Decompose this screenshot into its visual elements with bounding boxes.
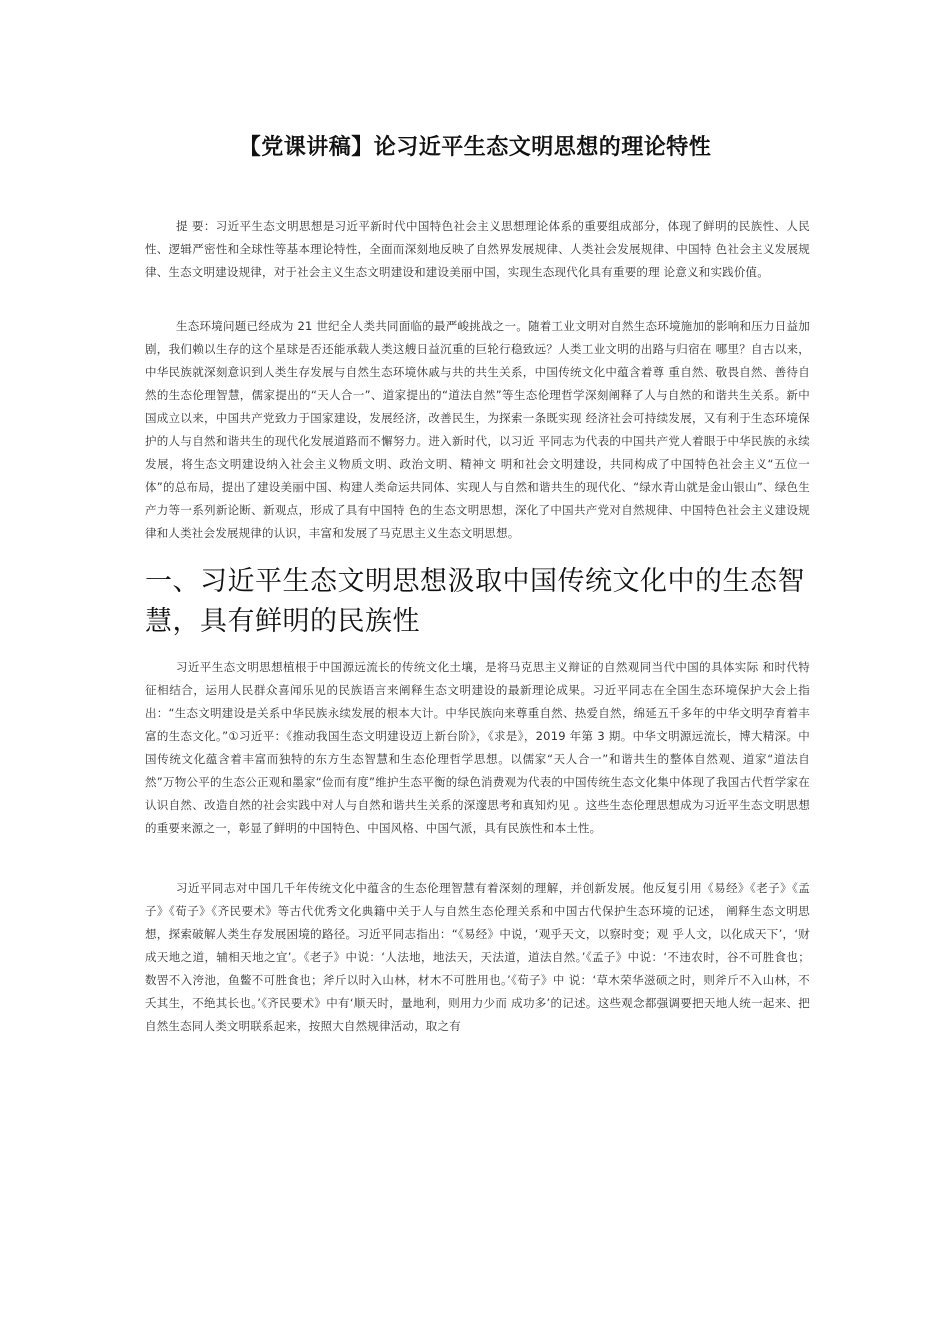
- document-title: 【党课讲稿】论习近平生态文明思想的理论特性: [238, 135, 712, 160]
- intro-paragraph: 生态环境问题已经成为 21 世纪全人类共同面临的最严峻挑战之一。随着工业文明对自然生态环境施加的影响和压力日益加剧，我们赖以生存的这个星球是否还能承载人类这艘日益沉重的巨轮行稳致远？人类工业文明的出路与归宿在 哪里？自古以来，中华民族就深刻意识到人类生存发展与自然生态环境休戚与共的共生关系，中国传统文化中蕴含着尊 重自然、敬畏自然、善待自然的生态伦理智慧，儒家提出的“天人合一”、道家提出的“道法自然”等生态伦理哲学深刻阐释了人与自然的和谐共生关系。新中国成立以来，中国共产党致力于国家建设，发展经济，改善民生，为探索一条既实现 经济社会可持续发展，又有利于生态环境保护的人与自然和谐共生的现代化发展道路而不懈努力。进入新时代，以习近 平同志为代表的中国共产党人着眼于中华民族的永续发展，将生态文明建设纳入社会主义物质文明、政治文明、精神文 明和社会文明建设，共同构成了中国特色社会主义“五位一体”的总布局，提出了建设美丽中国、构建人类命运共同体、实现人与自然和谐共生的现代化、“绿水青山就是金山银山”、绿色生产力等一系列新论断、新观点，形成了具有中国特 色的生态文明思想，深化了中国共产党对自然规律、中国特色社会主义建设规律和人类社会发展规律的认识，丰富和发展了马克思主义生态文明思想。: [145, 319, 810, 540]
- abstract-paragraph: 提 要：习近平生态文明思想是习近平新时代中国特色社会主义思想理论体系的重要组成部分，体现了鲜明的民族性、人民性、逻辑严密性和全球性等基本理论特性，全面而深刻地反映了自然界发展规律、人类社会发展规律、中国特 色社会主义发展规律、生态文明建设规律，对于社会主义生态文明建设和建设美丽中国，实现生态现代化具有重要的理 论意义和实践价值。: [145, 219, 810, 279]
- section-paragraph: 习近平生态文明思想植根于中国源远流长的传统文化土壤，是将马克思主义辩证的自然观同当代中国的具体实际 和时代特征相结合，运用人民群众喜闻乐见的民族语言来阐释生态文明建设的最新理论成果。习近平同志在全国生态环境保护大会上指出：“生态文明建设是关系中华民族永续发展的根本大计。中华民族向来尊重自然、热爱自然，绵延五千多年的中华文明孕育着丰富的生态文化。”①习近平：《推动我国生态文明建设迈上新台阶》，《求是》，2019 年第 3 期。中华文明源远流长，博大精深。中国传统文化蕴含着丰富而独特的东方生态智慧和生态伦理哲学思想。以儒家“天人合一”和谐共生的整体自然观、道家“道法自然”万物公平的生态公正观和墨家“俭而有度”维护生态平衡的绿色消费观为代表的中国传统生态文化集中体现了我国古代哲学家在认识自然、改造自然的社会实践中对人与自然和谐共生关系的深邃思考和真知灼见 。这些生态伦理思想成为习近平生态文明思想的重要来源之一，彰显了鲜明的中国特色、中国风格、中国气派，具有民族性和本土性。: [145, 660, 810, 835]
- section-paragraph: 习近平同志对中国几千年传统文化中蕴含的生态伦理智慧有着深刻的理解，并创新发展。他反复引用《易经》《老子》《孟子》《荀子》《齐民要术》等古代优秀文化典籍中关于人与自然生态伦理关系和中国古代保护生态环境的记述， 阐释生态文明思想，探索破解人类生存发展困境的路径。习近平同志指出：“《易经》中说，‘观乎天文，以察时变；观 乎人文，以化成天下’，‘财成天地之道，辅相天地之宜’。《老子》中说：‘人法地，地法天，天法道，道法自然。’《孟子》中说：‘不违农时，谷不可胜食也；数罟不入洿池，鱼鳖不可胜食也；斧斤以时入山林，材木不可胜用也。’《荀子》中 说：‘草木荣华滋硕之时，则斧斤不入山林，不夭其生，不绝其长也。’《齐民要术》中有‘顺天时，量地利，则用力少而 成功多’的记述。这些观念都强调要把天地人统一起来、把自然生态同人类文明联系起来，按照大自然规律活动，取之有: [145, 881, 810, 1033]
- section-heading: 一、习近平生态文明思想汲取中国传统文化中的生态智慧，具有鲜明的民族性: [145, 566, 805, 637]
